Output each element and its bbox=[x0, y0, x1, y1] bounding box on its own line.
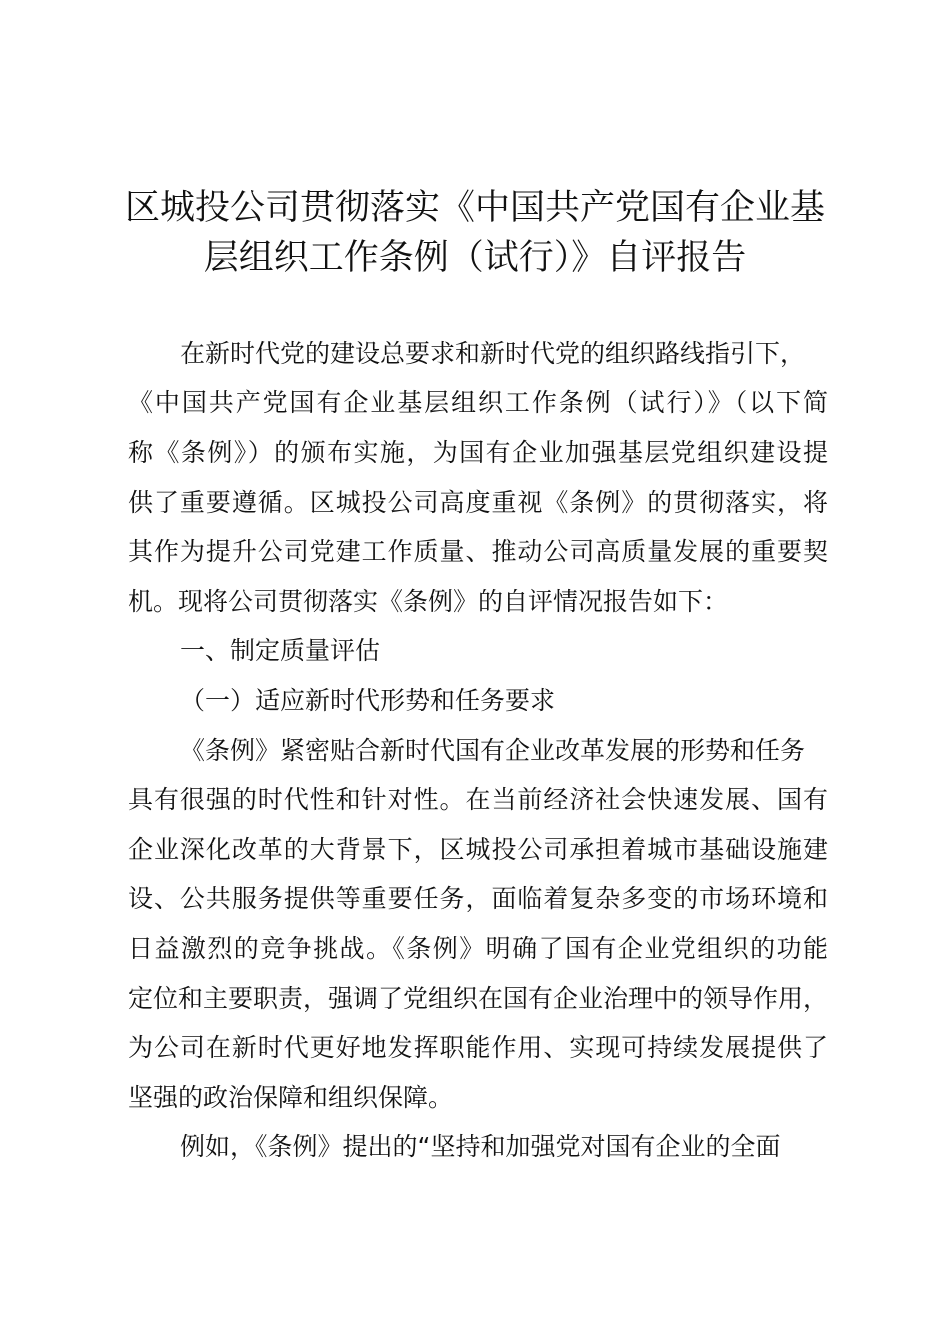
document-title-line-1: 区城投公司贯彻落实《中国共产党国有企业基 bbox=[124, 188, 825, 228]
paragraph-line: 例如，《条例》提出的“坚持和加强党对国有企业的全面 bbox=[180, 1132, 781, 1161]
paragraph-line: 称《条例》）的颁布实施，为国有企业加强基层党组织建设提 bbox=[128, 438, 828, 467]
paragraph-line: 其作为提升公司党建工作质量、推动公司高质量发展的重要契 bbox=[128, 537, 828, 566]
paragraph-line: 供了重要遵循。区城投公司高度重视《条例》的贯彻落实，将 bbox=[128, 488, 828, 517]
paragraph-line: 日益激烈的竞争挑战。《条例》明确了国有企业党组织的功能 bbox=[128, 934, 828, 963]
paragraph-line: 设、公共服务提供等重要任务，面临着复杂多变的市场环境和 bbox=[128, 884, 828, 913]
document-title-line-2: 层组织工作条例（试行）》自评报告 bbox=[203, 238, 747, 278]
paragraph-line: 具有很强的时代性和针对性。在当前经济社会快速发展、国有 bbox=[128, 785, 828, 814]
paragraph-line: 为公司在新时代更好地发挥职能作用、实现可持续发展提供了 bbox=[128, 1033, 828, 1062]
paragraph-line: 企业深化改革的大背景下，区城投公司承担着城市基础设施建 bbox=[128, 835, 828, 864]
paragraph-line: 在新时代党的建设总要求和新时代党的组织路线指引下， bbox=[180, 339, 806, 368]
section-heading: 一、制定质量评估 bbox=[180, 636, 381, 665]
paragraph-line: 《中国共产党国有企业基层组织工作条例（试行）》（以下简 bbox=[128, 388, 828, 417]
paragraph-line: 定位和主要职责，强调了党组织在国有企业治理中的领导作用， bbox=[128, 984, 829, 1013]
paragraph-line: 机。现将公司贯彻落实《条例》的自评情况报告如下： bbox=[128, 587, 729, 616]
paragraph-line: 坚强的政治保障和组织保障。 bbox=[128, 1083, 454, 1112]
subsection-heading: （一）适应新时代形势和任务要求 bbox=[180, 686, 556, 715]
paragraph-line: 《条例》紧密贴合新时代国有企业改革发展的形势和任务 bbox=[180, 736, 806, 765]
